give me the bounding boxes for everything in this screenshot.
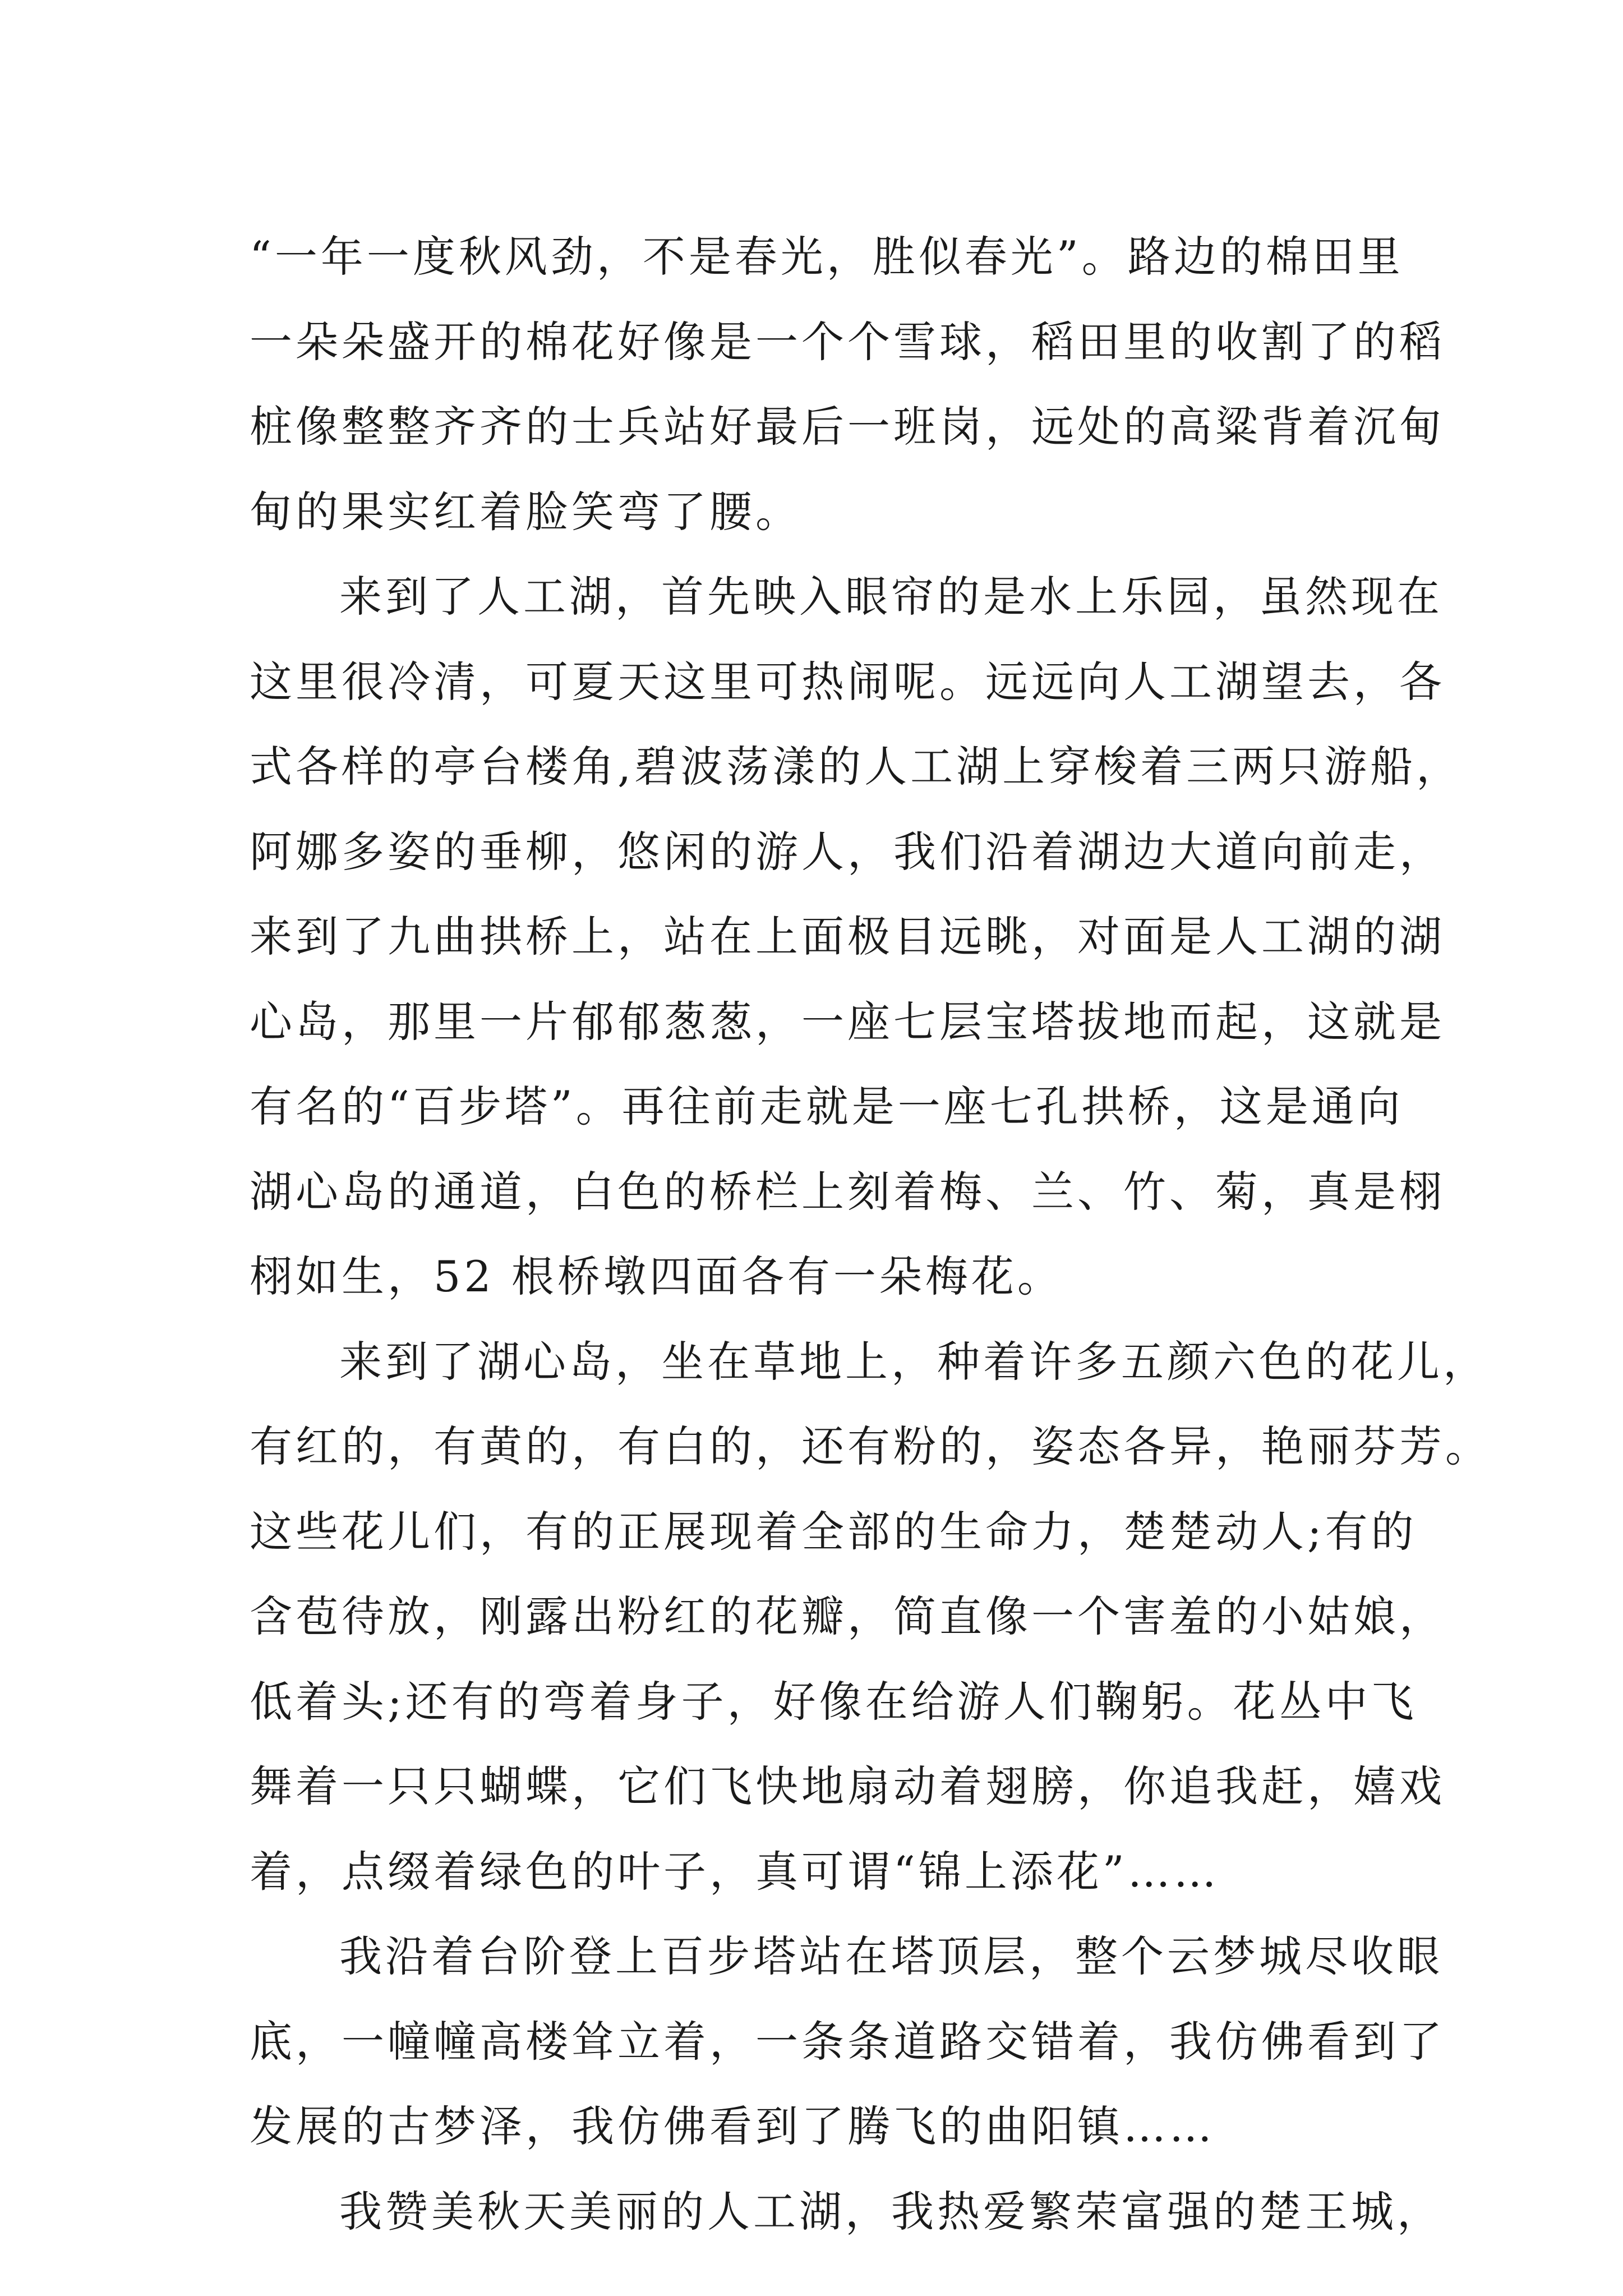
text-line: 桩像整整齐齐的士兵站好最后一班岗，远处的高粱背着沉甸 (250, 402, 1445, 452)
text-line: 心岛，那里一片郁郁葱葱，一座七层宝塔拔地而起，这就是 (250, 996, 1445, 1047)
text-line: 来到了湖心岛，坐在草地上，种着许多五颜六色的花儿， (339, 1336, 1489, 1387)
text-line: 这里很冷清，可夏天这里可热闹呢。远远向人工湖望去，各 (250, 656, 1445, 707)
text-line: 我沿着台阶登上百步塔站在塔顶层，整个云梦城尽收眼 (339, 1931, 1443, 1981)
text-line: 式各样的亭台楼角,碧波荡漾的人工湖上穿梭着三两只游船， (250, 742, 1463, 792)
text-line: 湖心岛的通道，白色的桥栏上刻着梅、兰、竹、菊，真是栩 (250, 1166, 1445, 1217)
text-line: 着，点缀着绿色的叶子，真可谓“锦上添花”…… (250, 1846, 1220, 1897)
document-body (250, 214, 1491, 2254)
text-line: 有名的“百步塔”。再往前走就是一座七孔拱桥，这是通向 (250, 1082, 1404, 1131)
text-line: 含苞待放，刚露出粉红的花瓣，简直像一个害羞的小姑娘， (250, 1591, 1445, 1641)
text-line: 舞着一只只蝴蝶，它们飞快地扇动着翅膀，你追我赶，嬉戏 (250, 1761, 1445, 1811)
text-line: 来到了人工湖，首先映入眼帘的是水上乐园，虽然现在 (339, 572, 1443, 622)
text-line: 来到了九曲拱桥上，站在上面极目远眺，对面是人工湖的湖 (250, 912, 1445, 961)
text-line: 这些花儿们，有的正展现着全部的生命力，楚楚动人;有的 (250, 1506, 1417, 1557)
text-line: 甸的果实红着脸笑弯了腰。 (250, 486, 801, 537)
text-line: 底，一幢幢高楼耸立着，一条条道路交错着，我仿佛看到了 (250, 2016, 1445, 2067)
text-line: “一年一度秋风劲，不是春光，胜似春光”。路边的棉田里 (250, 232, 1404, 282)
text-line: 低着头;还有的弯着身子，好像在给游人们鞠躬。花丛中飞 (250, 1676, 1417, 1727)
text-line: 阿娜多姿的垂柳，悠闲的游人，我们沿着湖边大道向前走， (250, 826, 1445, 877)
text-line: 我赞美秋天美丽的人工湖，我热爱繁荣富强的楚王城， (339, 2186, 1443, 2237)
text-line: 一朵朵盛开的棉花好像是一个个雪球，稻田里的收割了的稻 (250, 316, 1445, 367)
text-line: 有红的，有黄的，有白的，还有粉的，姿态各异，艳丽芬芳。 (250, 1421, 1491, 1471)
text-line: 栩如生，52 根桥墩四面各有一朵梅花。 (250, 1251, 1063, 1301)
text-line: 发展的古梦泽，我仿佛看到了腾飞的曲阳镇…… (250, 2101, 1215, 2151)
